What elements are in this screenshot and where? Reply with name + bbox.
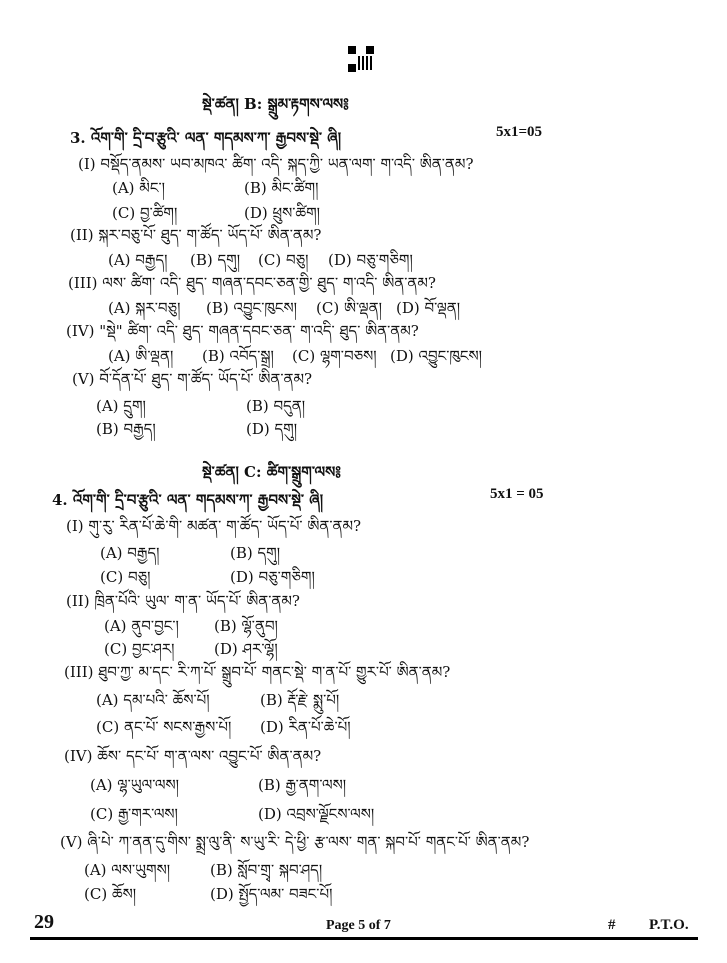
q4-item-2-option-a: (A) ནུབ་བྱང་། xyxy=(104,617,179,635)
section-c-title: སྡེ་ཚན། C: ཚིག་སྒྲུག་ལས༔ xyxy=(202,463,341,481)
footer-hash: # xyxy=(608,917,616,933)
footer-pto: P.T.O. xyxy=(649,917,689,933)
q3-item-1-option-c: (C) བྱ་ཚིག། xyxy=(112,204,178,222)
q4-item-4-text: (IV) ཆོས་ དང་པོ་ ག་ན་ལས་ འབྱུང་པོ་ ཨིན་ནམ? xyxy=(64,747,322,765)
q3-item-4-option-b: (B) འབོད་སྒྲ། xyxy=(202,347,274,365)
q3-item-1-option-b: (B) མིང་ཚིག། xyxy=(244,179,319,197)
q4-item-1-option-b: (B) དགུ། xyxy=(230,544,281,562)
q4-item-5-option-d: (D) སྤྱོད་ལམ་ བཟང་པོ། xyxy=(210,885,333,903)
q3-item-2-text: (II) སྐར་བཅུ་པོ་ ཐུད་ ག་ཚོད་ ཡོད་པོ་ ཨིན་ནམ? xyxy=(70,226,322,244)
q3-item-3-option-b: (B) འབྱུང་ཁུངས། xyxy=(206,299,297,317)
q3-item-5-option-b: (B) བདུན། xyxy=(246,397,306,415)
q4-item-1-option-c: (C) བཅུ། xyxy=(100,568,151,586)
q4-item-3-option-c: (C) ནང་པོ་ སངས་རྒྱས་པོ། xyxy=(96,718,232,736)
q3-item-5-text: (V) བོ་དོན་པོ་ ཐུད་ ག་ཚོད་ ཡོད་པོ་ ཨིན་ནམ? xyxy=(72,370,313,388)
q4-item-4-option-b: (B) རྒྱ་ནག་ལས། xyxy=(258,776,347,794)
q3-item-4-option-c: (C) ལྷག་བཅས། xyxy=(292,347,377,365)
q4-item-4-option-c: (C) རྒྱ་གར་ལས། xyxy=(90,805,178,823)
question-4-heading: 4. འོག་གི་ དྲི་བ་རྩུའི་ ལན་ གདམས་ཀ་ རྒྱབས་སྡེ་ ཞི། xyxy=(52,491,324,509)
page-number: Page 5 of 7 xyxy=(326,918,391,933)
q4-item-3-option-b: (B) རྡོ་རྗེ་ སྨུ་པོ། xyxy=(260,691,340,709)
q3-item-2-option-a: (A) བརྒྱད། xyxy=(108,251,168,269)
q3-item-5-option-c: (B) བརྒྱད། xyxy=(96,420,156,438)
footer-divider xyxy=(30,937,698,940)
question-3-marks: 5x1=05 xyxy=(496,124,543,140)
q3-item-5-option-d: (D) དགུ། xyxy=(246,420,298,438)
footer-code: 29 xyxy=(34,911,54,933)
q4-item-5-option-c: (C) ཆོས། xyxy=(84,885,137,903)
question-4-marks: 5x1 = 05 xyxy=(490,486,544,502)
q4-item-2-option-d: (D) ཤར་ལྷོ། xyxy=(214,640,278,658)
q4-item-5-text: (V) ཞི་པེ་ ཀ་ནན་དུ་གིས་ སྨྲ་ལུ་ནི་ ས་ཡུ་རི་ དེ་ཕྱི་ རྩ་ལས་ གན་ སྐབ་པོ་ གནང་པོ་ ཨིན་ནམ? xyxy=(60,833,530,851)
q3-item-1-option-a: (A) མིང་། xyxy=(112,179,165,197)
q4-item-3-option-d: (D) རིན་པོ་ཆེ་པོ། xyxy=(260,718,351,736)
section-b-title: སྡེ་ཚན། B: སྒྲུམ་རྟགས་ལས༔ xyxy=(202,95,349,113)
q4-item-2-option-c: (C) བྱང་ཤར། xyxy=(104,640,175,658)
q3-item-5-option-a: (A) དྲུག། xyxy=(96,397,146,415)
q3-item-3-option-c: (C) ཨི་ལྡན། xyxy=(316,299,382,317)
q4-item-1-text: (I) གུ་རུ་ རིན་པོ་ཆེ་གི་ མཚན་ ག་ཚོད་ ཡོད་པོ་ ཨིན་ནམ? xyxy=(66,517,362,535)
q3-item-2-option-d: (D) བཅུ་གཅིག། xyxy=(328,251,413,269)
q4-item-3-text: (III) ཐུབ་ཀྱ་ མ་དང་ རི་ཀ་པོ་ སྒྲུབ་པོ་ གནང་སྡེ་ ག་ན་པོ་ གྱུར་པོ་ ཨིན་ནམ? xyxy=(64,663,451,681)
q3-item-1-option-d: (D) ཕྲུས་ཚིག། xyxy=(244,204,320,222)
q3-item-4-option-a: (A) ཨི་ལྡན། xyxy=(108,347,174,365)
q4-item-3-option-a: (A) དམ་པའི་ ཆོས་པོ། xyxy=(96,691,210,709)
q4-item-1-option-a: (A) བརྒྱད། xyxy=(100,544,160,562)
q3-item-3-option-d: (D) བོ་ལྡན། xyxy=(396,299,461,317)
q3-item-4-text: (IV) "སྡེ" ཚིག་ འདི་ ཐུད་ གཞན་དབང་ཅན་ ག་འདི་ ཐུད་ ཨིན་ནམ? xyxy=(66,322,419,340)
q4-item-4-option-d: (D) འབྲས་ལྗོངས་ལས། xyxy=(258,805,375,823)
q4-item-5-option-a: (A) ལས་ཡུགས། xyxy=(84,861,171,879)
q3-item-3-text: (III) ལས་ ཚིག་ འདི་ ཐུད་ གཞན་དབང་ཅན་གྱི་ ཐུད་ ག་འདི་ ཨིན་ནམ? xyxy=(68,274,436,292)
q3-item-1-text: (I) བསྡོད་ནམས་ ཡབ་མཁའ་ ཚིག་ འདི་ སྐད་ཀྱི་ ཡན་ལག་ ག་འདི་ ཨིན་ནམ? xyxy=(78,155,474,173)
q4-item-2-option-b: (B) ལྷོ་ནུབ། xyxy=(214,617,278,635)
qr-code-icon xyxy=(348,46,374,72)
q4-item-2-text: (II) ཁྲིན་པོའི་ ཡུལ་ ག་ན་ ཡོད་པོ་ ཨིན་ནམ? xyxy=(66,592,300,610)
question-3-heading: 3. འོག་གི་ དྲི་བ་རྩུའི་ ལན་ གདམས་ཀ་ རྒྱབས་སྡེ་ ཞི། xyxy=(70,129,342,147)
q4-item-1-option-d: (D) བཅུ་གཅིག། xyxy=(230,568,315,586)
q3-item-2-option-c: (C) བཅུ། xyxy=(258,251,309,269)
q4-item-4-option-a: (A) ལྷ་ཡུལ་ལས། xyxy=(90,776,179,794)
q3-item-3-option-a: (A) སྐར་བཅུ། xyxy=(108,299,181,317)
q4-item-5-option-b: (B) སློབ་གྲྭ་ སྐབ་ཤད། xyxy=(210,861,323,879)
q3-item-4-option-d: (D) འབྱུང་ཁུངས། xyxy=(390,347,482,365)
q3-item-2-option-b: (B) དགུ། xyxy=(190,251,241,269)
